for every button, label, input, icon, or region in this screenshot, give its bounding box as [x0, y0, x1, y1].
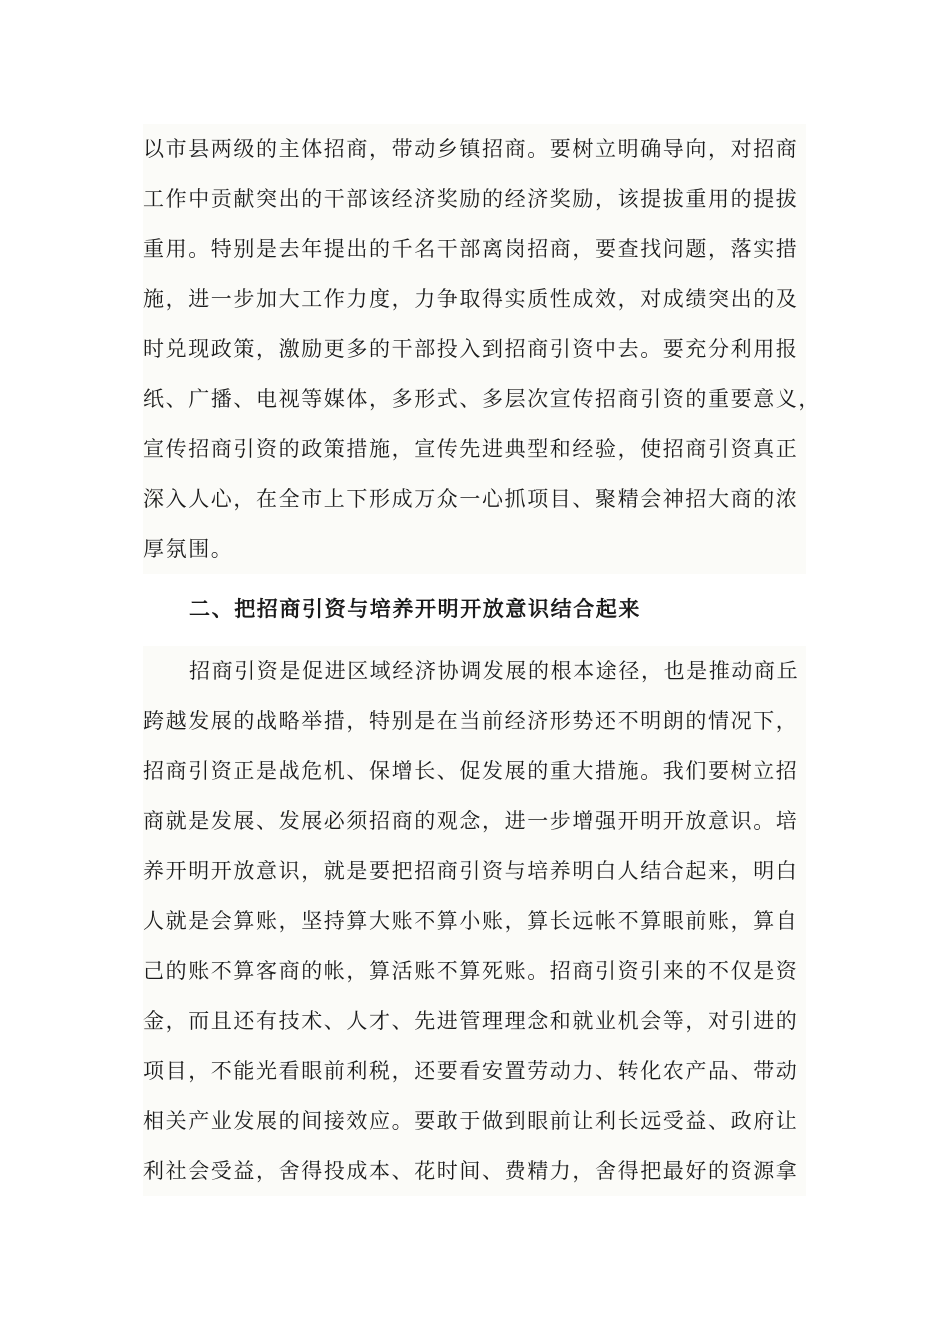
- paragraph-2-line: 商就是发展、发展必须招商的观念，进一步增强开明开放意识。培: [143, 809, 799, 833]
- paragraph-1: [143, 124, 821, 574]
- paragraph-2-line: 跨越发展的战略举措，特别是在当前经济形势还不明朗的情况下，: [143, 709, 799, 733]
- paragraph-2-line: 招商引资是促进区域经济协调发展的根本途径，也是推动商丘: [189, 659, 800, 683]
- paragraph-2-line: 招商引资正是战危机、保增长、促发展的重大措施。我们要树立招: [143, 759, 799, 783]
- paragraph-2-line: 己的账不算客商的帐，算活账不算死账。招商引资引来的不仅是资: [143, 959, 799, 983]
- paragraph-1-line: 深入人心，在全市上下形成万众一心抓项目、聚精会神招大商的浓: [143, 487, 799, 511]
- paragraph-2-line: 人就是会算账，坚持算大账不算小账，算长远帐不算眼前账，算自: [143, 909, 799, 933]
- paragraph-2-line: 养开明开放意识，就是要把招商引资与培养明白人结合起来，明白: [143, 859, 799, 883]
- paragraph-2: [143, 646, 806, 1196]
- paragraph-1-line: 重用。特别是去年提出的千名干部离岗招商，要查找问题，落实措: [143, 237, 799, 261]
- paragraph-2-line: 利社会受益，舍得投成本、花时间、费精力，舍得把最好的资源拿: [143, 1159, 799, 1183]
- paragraph-1-line: 工作中贡献突出的干部该经济奖励的经济奖励，该提拔重用的提拔: [143, 187, 799, 211]
- paragraph-1-line: 施，进一步加大工作力度，力争取得实质性成效，对成绩突出的及: [143, 287, 799, 311]
- paragraph-1-line: 以市县两级的主体招商，带动乡镇招商。要树立明确导向，对招商: [143, 137, 799, 161]
- document-body: [143, 124, 821, 1196]
- paragraph-2-line: 项目，不能光看眼前利税，还要看安置劳动力、转化农产品、带动: [143, 1059, 799, 1083]
- paragraph-1-line: 宣传招商引资的政策措施，宣传先进典型和经验，使招商引资真正: [143, 437, 799, 461]
- paragraph-1-line: 纸、广播、电视等媒体，多形式、多层次宣传招商引资的重要意义，: [143, 387, 821, 411]
- section-heading: 二、把招商引资与培养开明开放意识结合起来: [143, 574, 806, 646]
- paragraph-1-line: 厚氛围。: [143, 537, 234, 561]
- paragraph-1-line: 时兑现政策，激励更多的干部投入到招商引资中去。要充分利用报: [143, 337, 799, 361]
- paragraph-2-line: 金，而且还有技术、人才、先进管理理念和就业机会等，对引进的: [143, 1009, 799, 1033]
- paragraph-2-line: 相关产业发展的间接效应。要敢于做到眼前让利长远受益、政府让: [143, 1109, 799, 1133]
